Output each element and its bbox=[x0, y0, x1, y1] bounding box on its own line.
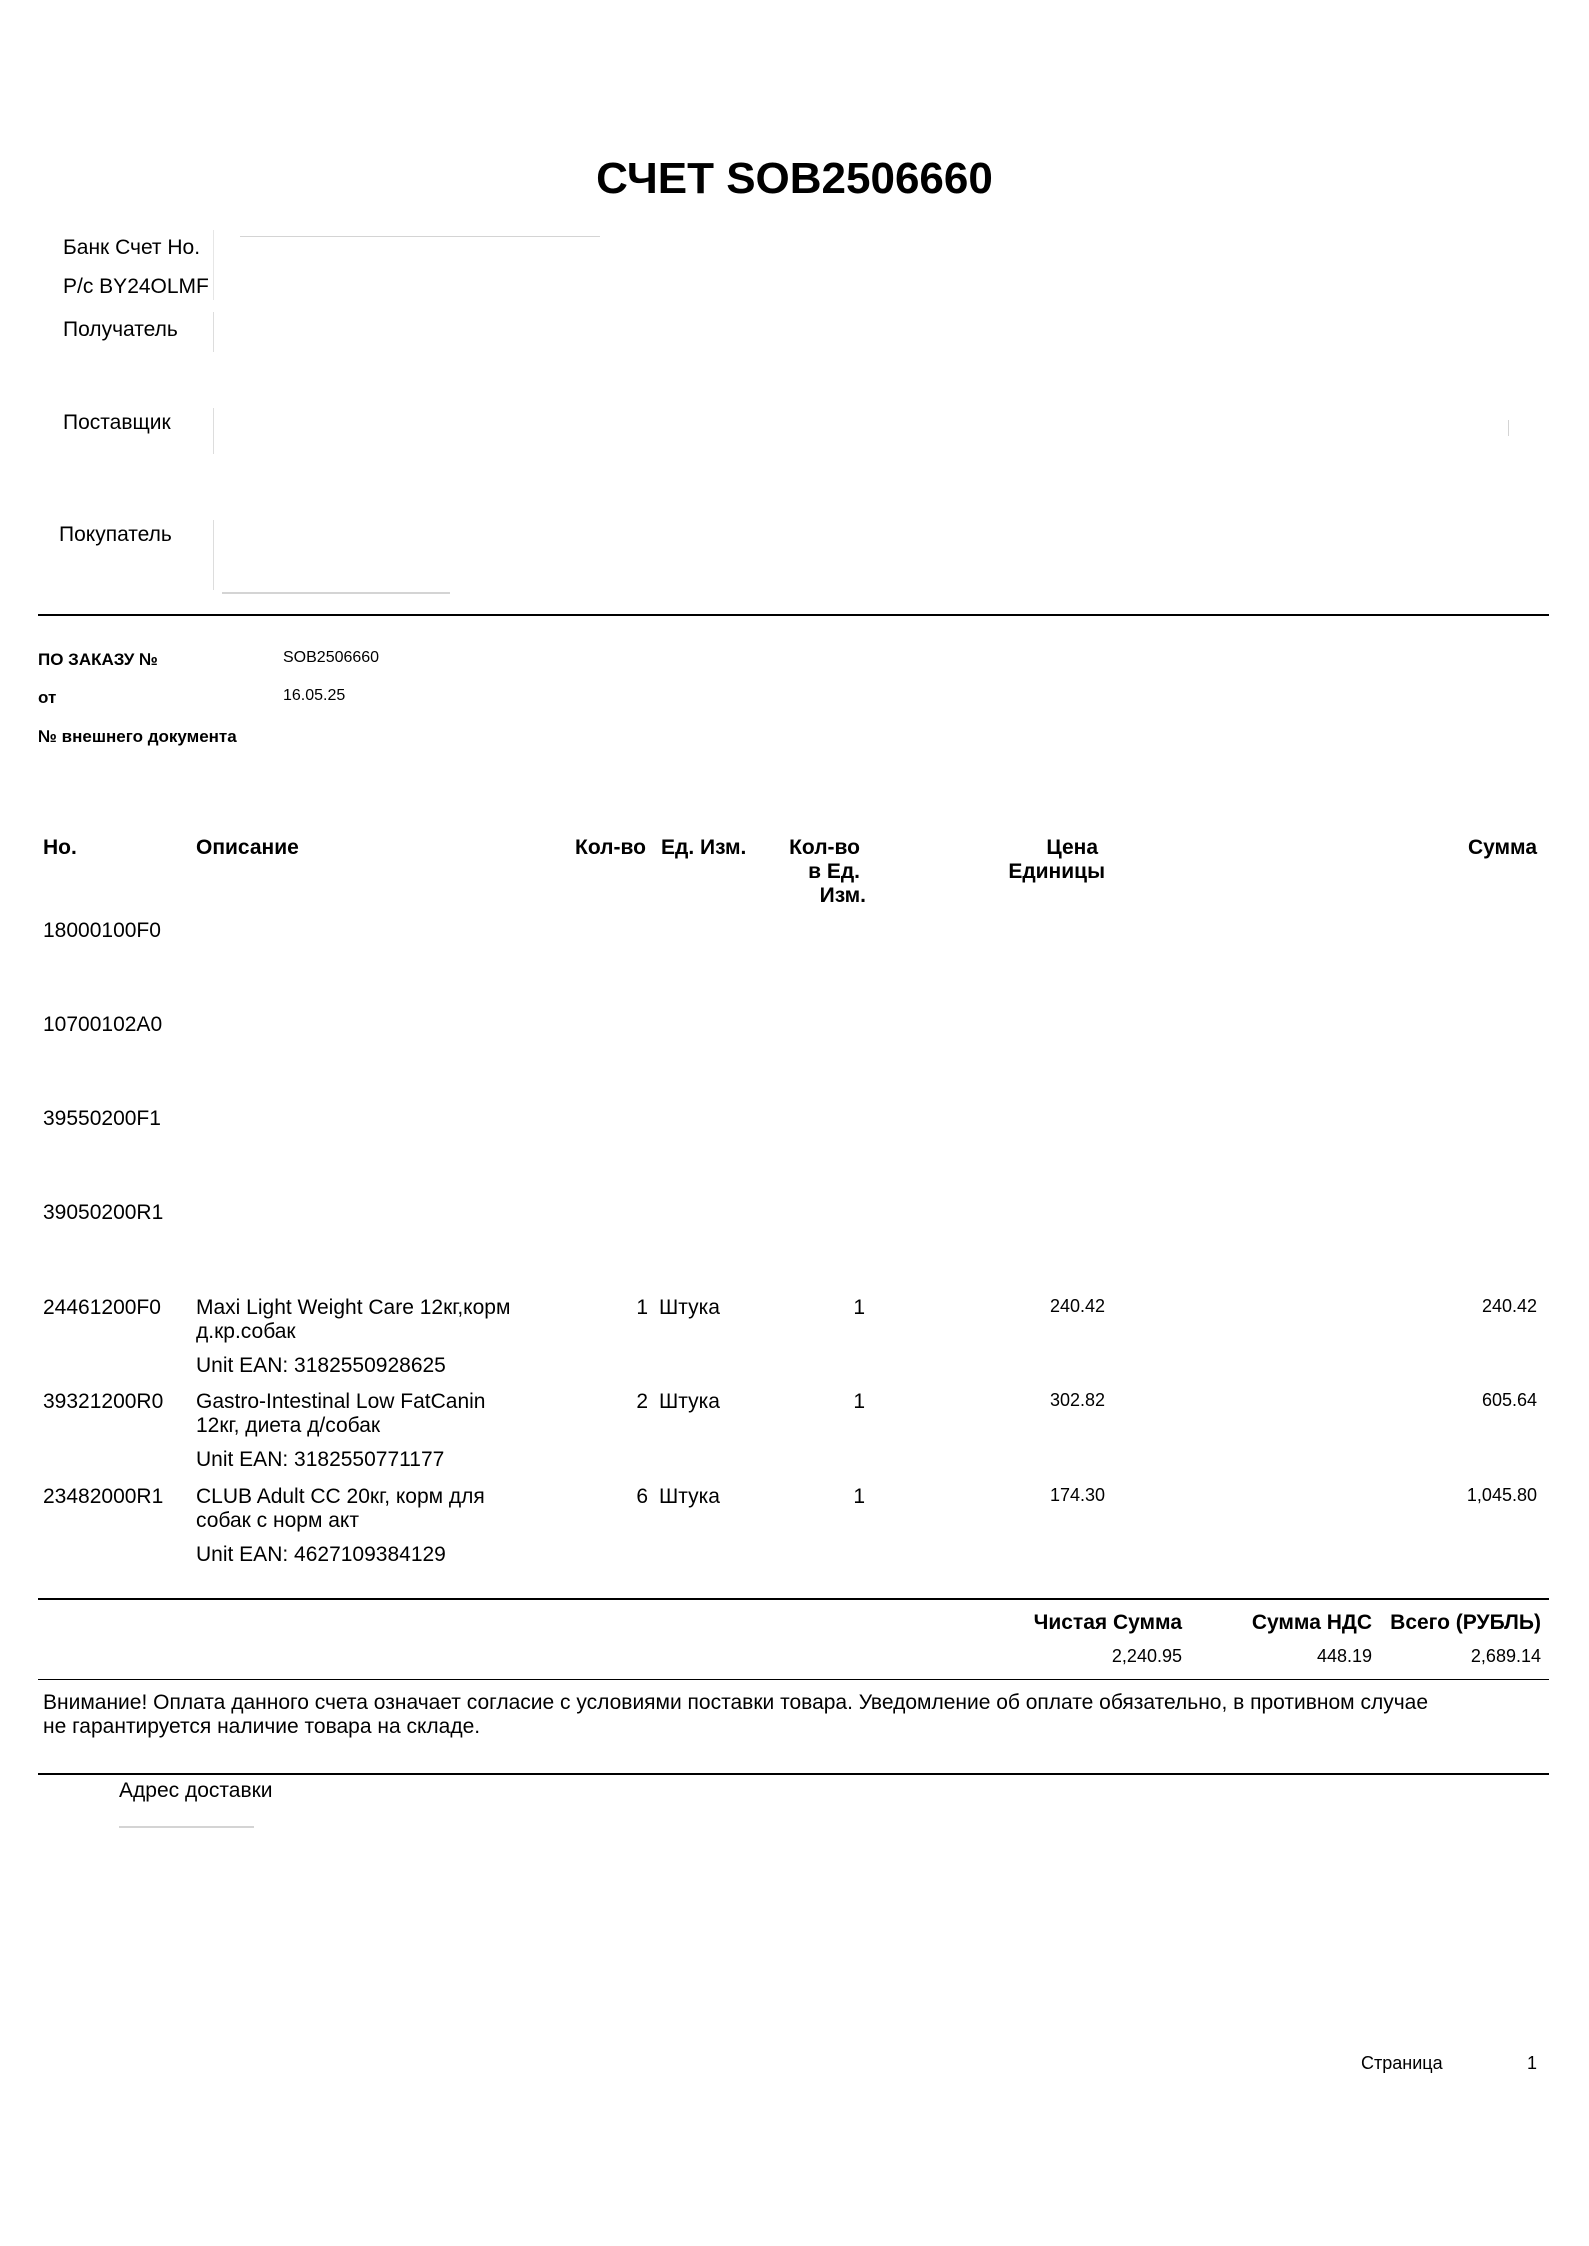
recipient-label: Получатель bbox=[63, 318, 178, 341]
divider bbox=[38, 1679, 1549, 1680]
redaction-trace bbox=[240, 236, 600, 237]
total-amount-label: Всего (РУБЛЬ) bbox=[1390, 1611, 1541, 1634]
redacted-area bbox=[213, 230, 614, 300]
divider bbox=[38, 1598, 1549, 1600]
total-amount-value: 2,689.14 bbox=[1470, 1646, 1541, 1666]
table-row-code: 39050200R1 bbox=[43, 1201, 164, 1224]
row-description-line1: CLUB Adult CC 20кг, корм для bbox=[196, 1485, 485, 1508]
order-number-label: ПО ЗАКАЗУ № bbox=[38, 650, 158, 669]
row-description-line1: Maxi Light Weight Care 12кг,корм bbox=[196, 1296, 511, 1319]
row-qty-per-unit: 1 bbox=[853, 1296, 865, 1319]
row-unit-price: 240.42 bbox=[1049, 1296, 1105, 1316]
redaction-trace bbox=[222, 592, 450, 594]
table-row-code: 10700102A0 bbox=[43, 1013, 163, 1036]
table-row-code: 18000100F0 bbox=[43, 919, 161, 942]
row-item-number: 24461200F0 bbox=[43, 1296, 161, 1319]
row-qty: 6 bbox=[636, 1485, 648, 1508]
invoice-title: СЧЕТ SOB2506660 bbox=[596, 154, 993, 203]
redaction-trace bbox=[119, 1826, 254, 1828]
row-qty-per-unit: 1 bbox=[853, 1485, 865, 1508]
page-number: 1 bbox=[1526, 2053, 1537, 2073]
vat-amount-label: Сумма НДС bbox=[1251, 1611, 1372, 1634]
row-description-line1: Gastro-Intestinal Low FatCanin bbox=[196, 1390, 486, 1413]
divider bbox=[38, 1773, 1549, 1775]
external-document-label: № внешнего документа bbox=[38, 727, 237, 746]
redaction-trace bbox=[1508, 420, 1509, 436]
net-amount-value: 2,240.95 bbox=[1111, 1646, 1182, 1666]
supplier-label: Поставщик bbox=[63, 411, 171, 434]
settlement-account-label: Р/с BY24OLMF bbox=[63, 275, 209, 298]
redacted-area bbox=[213, 408, 216, 454]
row-unit: Штука bbox=[659, 1485, 720, 1508]
row-qty-per-unit: 1 bbox=[853, 1390, 865, 1413]
col-header-qty: Кол-во bbox=[575, 836, 646, 859]
buyer-label: Покупатель bbox=[59, 523, 172, 546]
order-date-label: от bbox=[38, 688, 57, 707]
row-amount: 1,045.80 bbox=[1466, 1485, 1537, 1505]
page-label: Страница bbox=[1361, 2053, 1443, 2073]
vat-amount-value: 448.19 bbox=[1316, 1646, 1372, 1666]
payment-notice-line1: Внимание! Оплата данного счета означает согласие с условиями поставки товара. Уведомление об оплате обязательно, в противном случае bbox=[43, 1691, 1429, 1714]
col-header-price-line1: Цена bbox=[1046, 836, 1098, 859]
col-header-qty-per-unit-line2: в Ед. bbox=[808, 860, 860, 883]
row-description-line2: собак с норм акт bbox=[196, 1509, 359, 1532]
row-unit: Штука bbox=[659, 1390, 720, 1413]
redacted-area bbox=[213, 312, 216, 352]
table-row-code: 39550200F1 bbox=[43, 1107, 161, 1130]
col-header-qty-per-unit-line3: Изм. bbox=[819, 884, 866, 907]
bank-account-label: Банк Счет Но. bbox=[63, 236, 201, 259]
divider bbox=[38, 614, 1549, 616]
net-amount-label: Чистая Сумма bbox=[1033, 1611, 1182, 1634]
row-ean: Unit EAN: 3182550771177 bbox=[196, 1448, 445, 1471]
row-unit: Штука bbox=[659, 1296, 720, 1319]
row-item-number: 39321200R0 bbox=[43, 1390, 164, 1413]
row-qty: 1 bbox=[636, 1296, 648, 1319]
row-amount: 605.64 bbox=[1481, 1390, 1537, 1410]
row-unit-price: 302.82 bbox=[1049, 1390, 1105, 1410]
row-description-line2: 12кг, диета д/собак bbox=[196, 1414, 381, 1437]
row-ean: Unit EAN: 4627109384129 bbox=[196, 1543, 446, 1566]
row-amount: 240.42 bbox=[1481, 1296, 1537, 1316]
row-unit-price: 174.30 bbox=[1049, 1485, 1105, 1505]
order-number-value: SOB2506660 bbox=[283, 649, 380, 666]
col-header-unit: Ед. Изм. bbox=[661, 836, 747, 859]
row-item-number: 23482000R1 bbox=[43, 1485, 164, 1508]
col-header-description: Описание bbox=[196, 836, 299, 859]
row-description-line2: д.кр.собак bbox=[196, 1320, 296, 1343]
payment-notice-line2: не гарантируется наличие товара на складе. bbox=[43, 1715, 481, 1738]
col-header-price-line2: Единицы bbox=[1008, 860, 1105, 883]
redacted-area bbox=[213, 520, 216, 590]
col-header-amount: Сумма bbox=[1467, 836, 1537, 859]
col-header-no: Но. bbox=[43, 836, 77, 859]
order-date-value: 16.05.25 bbox=[283, 687, 346, 704]
col-header-qty-per-unit-line1: Кол-во bbox=[789, 836, 860, 859]
row-qty: 2 bbox=[636, 1390, 648, 1413]
row-ean: Unit EAN: 3182550928625 bbox=[196, 1354, 446, 1377]
delivery-address-label: Адрес доставки bbox=[119, 1779, 273, 1802]
